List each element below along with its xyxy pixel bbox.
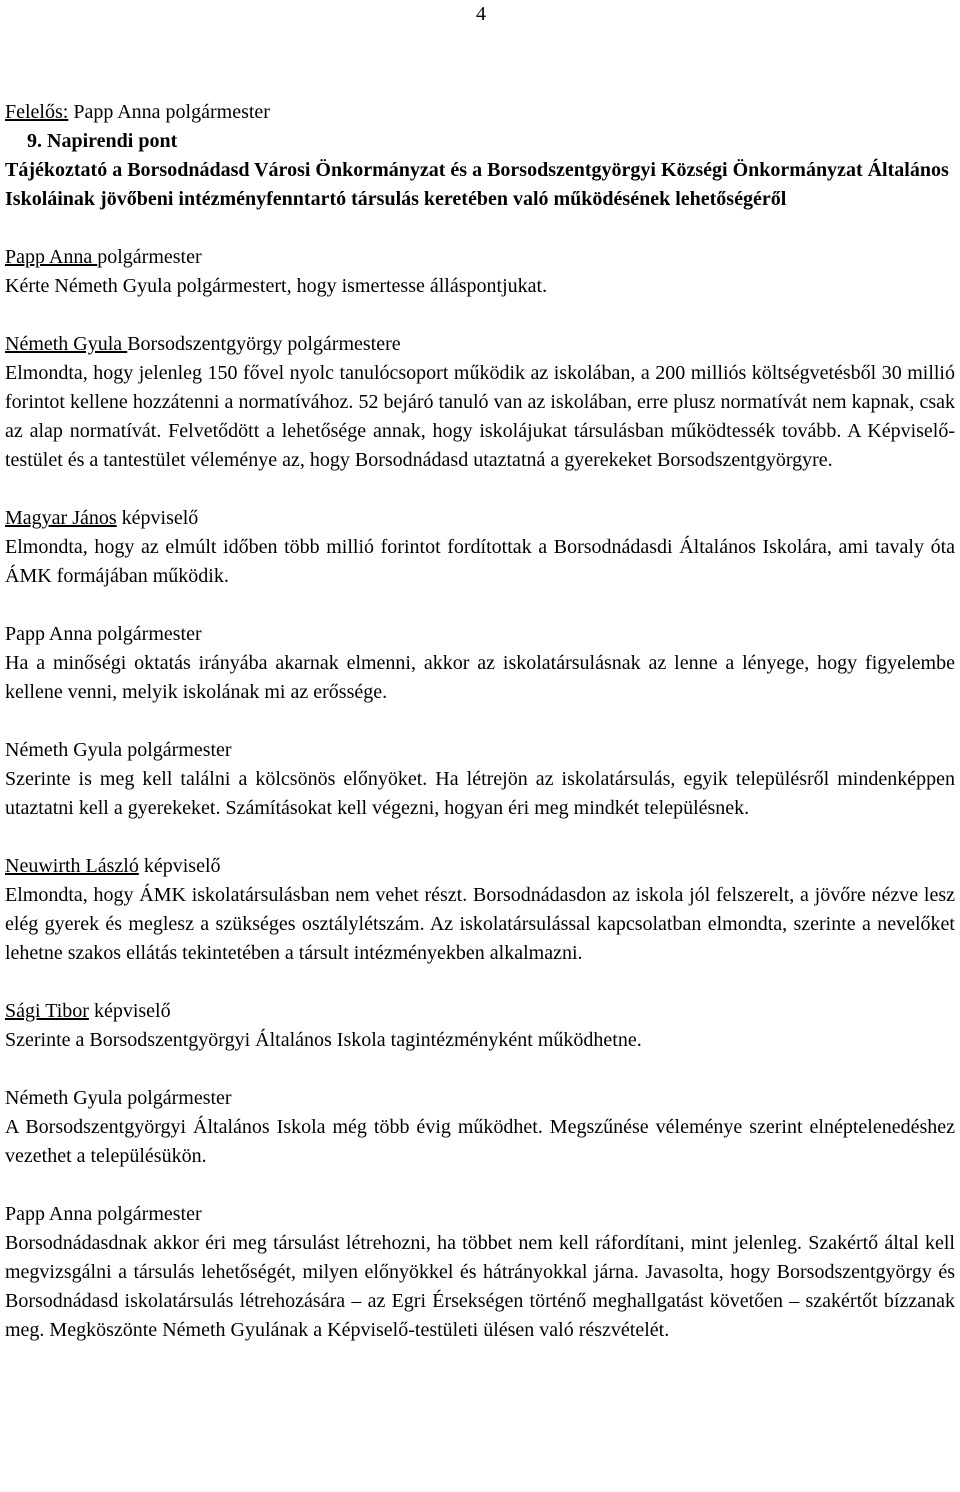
responsible-line [5,98,955,127]
agenda-item-number: 9. Napirendi pont [27,130,178,152]
speaker-name: Magyar János [5,507,117,529]
speaker-name: Neuwirth László [5,855,139,877]
minutes-entry [5,1200,955,1345]
speaker-line [5,852,955,881]
speaker-line [5,1084,955,1113]
entry-text: Szerinte is meg kell találni a kölcsönös előnyöket. Ha létrejön az iskolatársulás, egyik településről mindenképpen utaztatni kell a gyerekeket. Számításokat kell végezni, hogyan éri meg mindkét településnek. [5,768,955,819]
speaker-line [5,620,955,649]
speaker-name: Németh Gyula [5,739,123,761]
entry-text: Elmondta, hogy jelenleg 150 fővel nyolc tanulócsoport működik az iskolában, a 200 milliós költségvetésből 30 millió forintot kellene hozzátenni a normatívához. 52 bejáró tanuló van az iskolában, erre plusz normatívát nem kapnak, csak az alap normatívát. Felvetődött a lehetősége annak, hogy iskolájukat társulásban működtessék tovább. A Képviselő-testület és a tantestület véleménye az, hogy Borsodnádasd utaztatná a gyerekeket Borsodszentgyörgyre. [5,362,955,471]
speaker-line [5,504,955,533]
responsible-value: Papp Anna polgármester [68,101,270,123]
speaker-role: polgármester [92,1203,202,1225]
speaker-role: képviselő [138,855,221,877]
minutes-entry [5,243,955,301]
speaker-line [5,997,955,1026]
speaker-name: Papp Anna [5,246,98,268]
speaker-name: Németh Gyula [5,333,128,355]
minutes-entry [5,504,955,591]
document-body [5,98,955,1345]
entry-text: Elmondta, hogy ÁMK iskolatársulásban nem vehet részt. Borsodnádasdon az iskola jól felszerelt, a jövőre nézve lesz elég gyerek és meglesz a szükséges osztálylétszám. Az iskolatársulással kapcsolatban elmondta, szerinte a nevelőket lehetne szakos ellátás tekintetében a társult intézményekben alkalmazni. [5,884,955,964]
minutes-entry [5,736,955,823]
speaker-line [5,330,955,359]
speaker-role: polgármester [122,1087,232,1109]
entry-text: Elmondta, hogy az elmúlt időben több millió forintot fordítottak a Borsodnádasdi Általános Iskolára, ami tavaly óta ÁMK formájában működik. [5,536,955,587]
speaker-role: polgármester [122,739,232,761]
speaker-name: Papp Anna [5,623,93,645]
entry-text: Ha a minőségi oktatás irányába akarnak elmenni, akkor az iskolatársulásnak az lenne a lényege, hogy figyelembe kellene venni, melyik iskolának mi az erőssége. [5,652,955,703]
entry-text: Kérte Németh Gyula polgármestert, hogy ismertesse álláspontjukat. [5,275,548,297]
speaker-name: Sági Tibor [5,1000,89,1022]
agenda-item-title: Tájékoztató a Borsodnádasd Városi Önkormányzat és a Borsodszentgyörgyi Községi Önkormányzat Általános Iskoláinak jövőbeni intézményfenntartó társulás keretében való működésének lehetőségéről [5,159,949,210]
minutes-entry [5,1084,955,1171]
minutes-entry [5,620,955,707]
speaker-role: polgármester [92,623,202,645]
entry-text: Borsodnádasdnak akkor éri meg társulást létrehozni, ha többet nem kell ráfordítani, mint jelenleg. Szakértő által kell megvizsgálni a társulás lehetőségét, milyen előnyökkel és hátrányokkal járna. Javasolta, hogy Borsodszentgyörgy és Borsodnádasd iskolatársulás létrehozására – az Egri Érsekségen történő meghallgatást követően – szakértőt bízzanak meg. Megköszönte Németh Gyulának a Képviselő-testületi ülésen való részvételét. [5,1232,955,1341]
minutes-entry [5,852,955,968]
speaker-role: polgármester [97,246,202,268]
speaker-line [5,736,955,765]
speaker-role: képviselő [116,507,199,529]
page-number [0,0,960,29]
minutes-entry [5,997,955,1055]
page-number-text: 4 [476,3,486,25]
minutes-entry [5,330,955,475]
entry-text: A Borsodszentgyörgyi Általános Iskola még több évig működhet. Megszűnése véleménye szerint elnéptelenedéshez vezethet a településükön. [5,1116,955,1167]
responsible-label: Felelős: [5,101,69,123]
speaker-line [5,243,955,272]
speaker-role: Borsodszentgyörgy polgármestere [127,333,401,355]
speaker-role: képviselő [88,1000,171,1022]
speaker-name: Papp Anna [5,1203,93,1225]
entry-text: Szerinte a Borsodszentgyörgyi Általános Iskola tagintézményként működhetne. [5,1029,642,1051]
speaker-name: Németh Gyula [5,1087,123,1109]
speaker-line [5,1200,955,1229]
